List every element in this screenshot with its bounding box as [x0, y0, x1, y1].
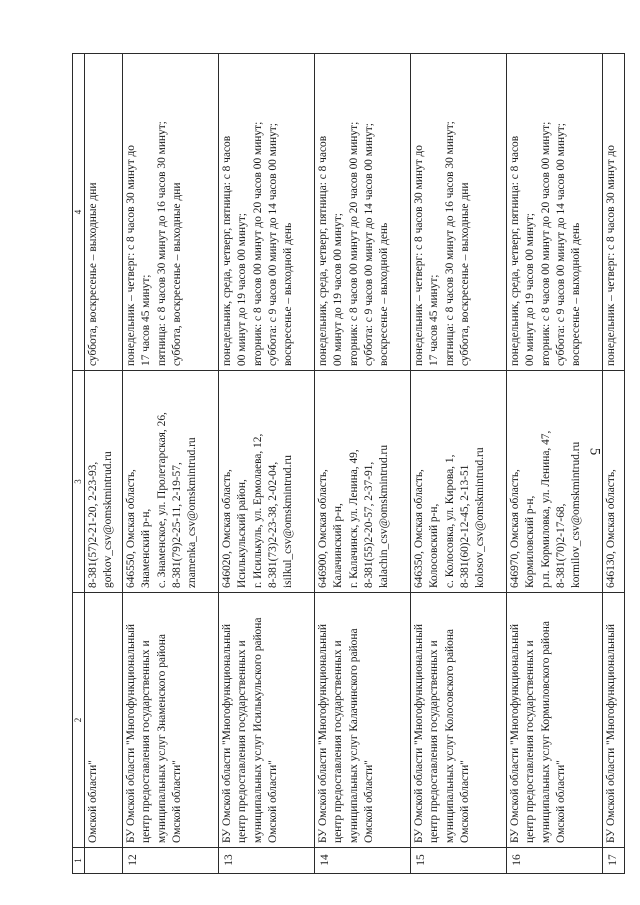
schedule-line: суббота, воскресенье – выходные дни	[458, 182, 471, 366]
row-number: 14	[315, 848, 411, 874]
org-line: центр предоставления государственных и	[236, 640, 249, 843]
header-cell: 1	[73, 848, 85, 874]
contacts-line: 8-381(55)2-20-57, 2-37-91,	[362, 461, 375, 588]
contacts-cell	[123, 371, 219, 593]
schedule-cell	[603, 54, 625, 371]
service-centers-table	[72, 53, 625, 874]
org-line: БУ Омской области "Многофункциональный	[125, 624, 137, 843]
org-line: муниципальных услуг Калачинского района	[347, 628, 360, 843]
schedule-line: 00 минут до 19 часов 00 минут;	[332, 213, 345, 366]
contacts-line: 8-381(79)2-25-11, 2-19-57,	[170, 462, 183, 588]
schedule-cell	[219, 54, 315, 371]
schedule-line: понедельник, среда, четверг, пятница: с 8 часов	[509, 135, 521, 366]
contacts-cell	[85, 371, 123, 593]
org-line: муниципальных услуг Колосовского района	[443, 629, 456, 843]
schedule-line: вторник: с 8 часов 00 минут до 20 часов 00 минут;	[539, 121, 552, 366]
contacts-line: 8-381(60)2-12-45, 2-13-51	[458, 464, 471, 588]
org-cell	[219, 593, 315, 848]
schedule-line: 00 минут до 19 часов 00 минут;	[524, 213, 537, 366]
schedule-line: суббота, воскресенье – выходные дни	[170, 182, 183, 366]
contacts-line: Знаменский р-н,	[140, 508, 153, 588]
contacts-cell	[507, 371, 603, 593]
contacts-line: Колосовский р-н,	[428, 503, 441, 588]
contacts-line: 646130, Омская область,	[605, 469, 617, 588]
schedule-line: пятница: с 8 часов 30 минут до 16 часов 30 минут;	[443, 121, 456, 366]
row-number: 15	[411, 848, 507, 874]
org-cell	[411, 593, 507, 848]
contacts-line: 8-381(73)2-23-38, 2-02-04,	[266, 461, 279, 588]
org-cell	[603, 593, 625, 848]
contacts-line: р.п. Кормиловка, ул. Ленина, 47,	[539, 430, 552, 588]
contacts-line: kormilov_csv@omskmintrud.ru	[570, 441, 583, 588]
schedule-cell	[123, 54, 219, 371]
schedule-cell	[85, 54, 123, 371]
org-line: БУ Омской области "Многофункциональный	[317, 624, 329, 843]
table-row	[603, 54, 625, 874]
org-line: Омской области"	[170, 760, 183, 843]
contacts-line: gorkov_csv@omskmintrud.ru	[102, 451, 115, 588]
schedule-cell	[315, 54, 411, 371]
org-cell	[123, 593, 219, 848]
contacts-line: znamenka_csv@omskmintrud.ru	[186, 437, 199, 588]
contacts-line: Калачинский р-н,	[332, 503, 345, 588]
contacts-line: 646970, Омская область,	[509, 469, 521, 588]
page-number: 5	[586, 447, 603, 456]
org-line: БУ Омской области "Многофункциональный	[221, 624, 233, 843]
contacts-line: isilkul_csv@omskmintrud.ru	[282, 455, 295, 588]
table-row	[85, 54, 123, 874]
contacts-line: kolosov_csv@omskmintrud.ru	[474, 447, 487, 588]
contacts-line: 646350, Омская область,	[413, 469, 425, 588]
schedule-line: понедельник – четверг: с 8 часов 30 минут до	[605, 144, 617, 366]
header-row	[73, 54, 85, 874]
schedule-line: суббота: с 9 часов 00 минут до 14 часов 00 минут;	[362, 123, 375, 366]
schedule-line: пятница: с 8 часов 30 минут до 16 часов 30 минут;	[155, 121, 168, 366]
header-cell: 3	[73, 371, 85, 593]
contacts-line: kalachin_csv@omskmintrud.ru	[378, 444, 391, 588]
schedule-line: 00 минут до 19 часов 00 минут;	[236, 213, 249, 366]
contacts-line: с. Знаменское, ул. Пролетарская, 26,	[155, 412, 168, 588]
schedule-line: 17 часов 45 минут;	[140, 274, 153, 366]
org-line: центр предоставления государственных и	[428, 640, 441, 843]
rotated-table-container	[72, 54, 619, 874]
table-row	[123, 54, 219, 874]
schedule-line: воскресенье – выходной день	[282, 222, 295, 366]
schedule-line: понедельник, среда, четверг, пятница: с 8 часов	[221, 135, 233, 366]
contacts-line: Исилькульский район,	[236, 479, 249, 588]
row-number: 12	[123, 848, 219, 874]
contacts-line: 646550, Омская область,	[125, 469, 137, 588]
org-line: центр предоставления государственных и	[524, 640, 537, 843]
contacts-line: г. Исилькуль, ул. Ермолаева, 12,	[251, 433, 264, 588]
contacts-line: с. Колосовка, ул. Кирова, 1,	[443, 454, 456, 588]
table-row	[507, 54, 603, 874]
org-cell	[315, 593, 411, 848]
contacts-cell	[315, 371, 411, 593]
org-line: Омской области"	[362, 760, 375, 843]
header-cell: 4	[73, 54, 85, 371]
contacts-line: 8-381(70)2-17-68,	[554, 503, 567, 588]
contacts-line: 646900, Омская область,	[317, 469, 329, 588]
schedule-line: воскресенье – выходной день	[378, 222, 391, 366]
schedule-line: понедельник, среда, четверг, пятница: с 8 часов	[317, 135, 329, 366]
table-row	[315, 54, 411, 874]
schedule-line: суббота: с 9 часов 00 минут до 14 часов 00 минут;	[266, 123, 279, 366]
org-line: Омской области"	[266, 760, 279, 843]
schedule-cell	[507, 54, 603, 371]
contacts-line: 646020, Омская область,	[221, 469, 233, 588]
org-line: Омской области"	[87, 760, 99, 843]
schedule-line: суббота: с 9 часов 00 минут до 14 часов 00 минут;	[554, 123, 567, 366]
contacts-cell	[411, 371, 507, 593]
org-line: БУ Омской области "Многофункциональный	[605, 624, 617, 843]
row-number: 17	[603, 848, 625, 874]
table-row	[411, 54, 507, 874]
schedule-line: вторник: с 8 часов 00 минут до 20 часов 00 минут;	[347, 121, 360, 366]
row-number	[85, 848, 123, 874]
org-line: центр предоставления государственных и	[332, 640, 345, 843]
contacts-cell	[603, 371, 625, 593]
schedule-line: понедельник – четверг: с 8 часов 30 минут до	[125, 144, 137, 366]
org-line: центр предоставления государственных и	[140, 640, 153, 843]
org-line: Омской области"	[554, 760, 567, 843]
contacts-line: г. Калачинск, ул. Ленина, 49,	[347, 449, 360, 588]
schedule-line: суббота, воскресенье – выходные дни	[87, 182, 99, 366]
schedule-line: вторник: с 8 часов 00 минут до 20 часов 00 минут;	[251, 121, 264, 366]
header-cell: 2	[73, 593, 85, 848]
org-line: БУ Омской области "Многофункциональный	[413, 624, 425, 843]
org-line: муниципальных услуг Кормиловского района	[539, 621, 552, 843]
schedule-line: воскресенье – выходной день	[570, 222, 583, 366]
table-row	[219, 54, 315, 874]
contacts-line: Кормиловский р-н,	[524, 495, 537, 588]
row-number: 16	[507, 848, 603, 874]
contacts-line: 8-381(57)2-21-20, 2-23-93,	[87, 461, 99, 588]
org-cell	[85, 593, 123, 848]
contacts-cell	[219, 371, 315, 593]
org-cell	[507, 593, 603, 848]
org-line: БУ Омской области "Многофункциональный	[509, 624, 521, 843]
org-line: муниципальных услуг Знаменского района	[155, 634, 168, 843]
schedule-line: 17 часов 45 минут;	[428, 274, 441, 366]
org-line: Омской области"	[458, 760, 471, 843]
schedule-cell	[411, 54, 507, 371]
row-number: 13	[219, 848, 315, 874]
org-line: муниципальных услуг Исилькульского района	[251, 617, 264, 843]
schedule-line: понедельник – четверг: с 8 часов 30 минут до	[413, 144, 425, 366]
